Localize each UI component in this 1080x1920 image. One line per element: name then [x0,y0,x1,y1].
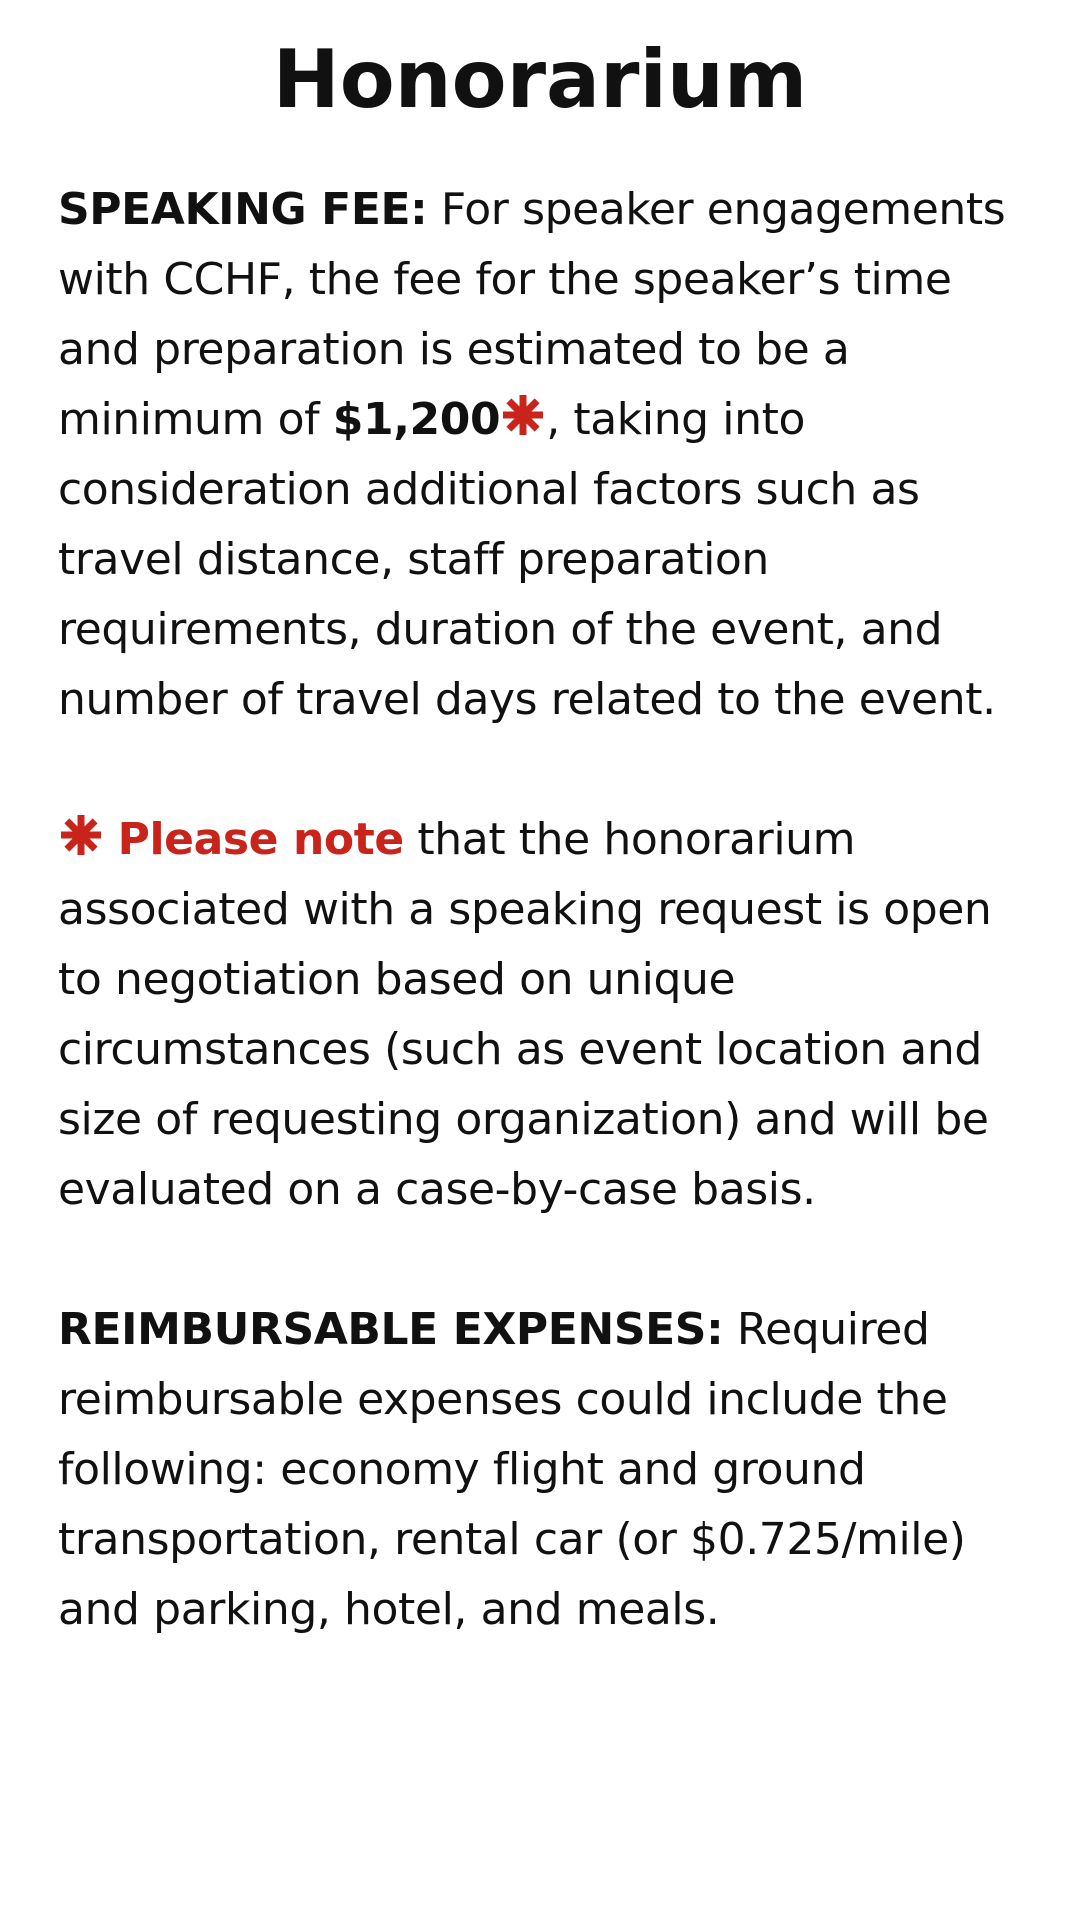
note-lead: Please note [117,814,404,865]
speaking-fee-amount: $1,200 [332,394,501,445]
speaking-fee-label: SPEAKING FEE: [58,184,428,235]
reimbursable-expenses-text: Required reimbursable expenses could include the following: economy flight and ground transportation, rental car (or $0.725/mile) and parking, hotel, and meals. [58,1304,966,1635]
speaking-fee-paragraph [58,175,1038,735]
speaking-fee-text-before: For speaker engagements with CCHF, the fee for the speaker’s time and preparation is estimated to be a minimum of [58,184,1006,445]
note-text: that the honorarium associated with a speaking request is open to negotiation based on unique circumstances (such as event location and size of requesting organization) and will be evaluated on a case-by-case basis. [58,814,992,1215]
reimbursable-expenses-paragraph [58,1295,1038,1645]
note-paragraph [58,805,1038,1225]
page-title: Honorarium [272,33,808,126]
asterisk-icon [500,392,546,438]
reimbursable-expenses-label: REIMBURSABLE EXPENSES: [58,1304,724,1355]
asterisk-icon [58,812,104,858]
speaking-fee-text-after: , taking into consideration additional factors such as travel distance, staff preparation requirements, duration of the event, and number of travel days related to the event. [58,394,996,725]
honorarium-content [58,175,1038,1645]
